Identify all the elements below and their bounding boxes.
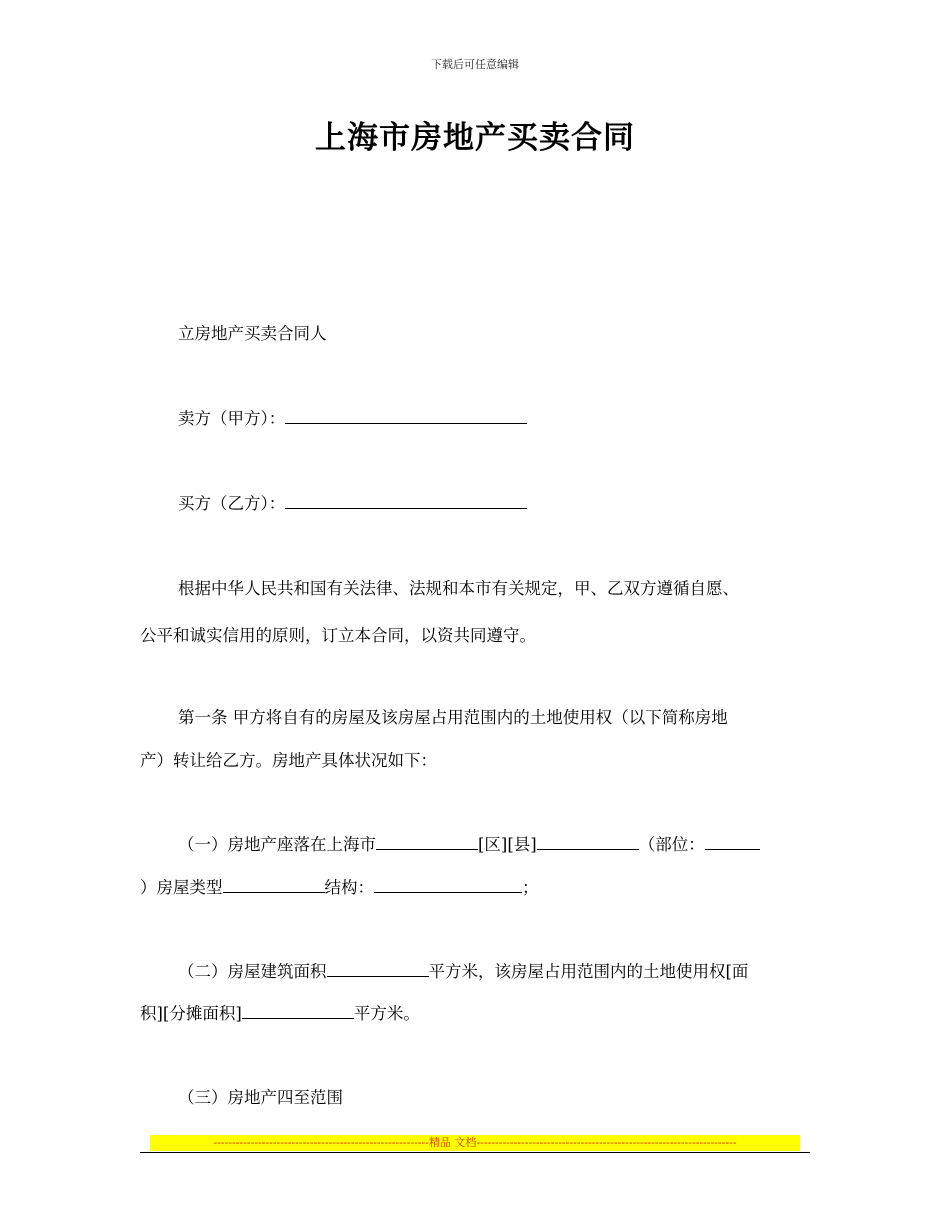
district-blank	[537, 831, 639, 850]
intro-line: 立房地产买卖合同人	[178, 324, 327, 343]
footer-rule	[140, 1152, 810, 1153]
seller-line	[178, 405, 527, 429]
footer-dashes-left: ----------------------------------------------------------	[213, 1136, 429, 1149]
article1-line1: 第一条 甲方将自有的房屋及该房屋占用范围内的土地使用权（以下简称房地	[178, 708, 728, 727]
house-type-blank	[223, 874, 325, 893]
land-use-text: 平方米，该房屋占用范围内的土地使用权[面	[428, 962, 749, 981]
page-header-note: 下载后可任意编辑	[431, 58, 519, 71]
footer-banner	[150, 1135, 800, 1151]
shared-area-label: 积][分摊面积]	[140, 1004, 242, 1023]
document-title: 上海市房地产买卖合同	[315, 120, 635, 156]
item1-line2	[140, 874, 539, 898]
seller-blank	[285, 405, 527, 424]
position-label: （部位：	[638, 835, 705, 854]
item1-line1	[178, 831, 760, 855]
para1-line2: 公平和诚实信用的原则，订立本合同，以资共同遵守。	[140, 626, 536, 645]
seller-label: 卖方（甲方）：	[178, 409, 286, 428]
article1-line2: 产）转让给乙方。房地产具体状况如下：	[140, 751, 437, 770]
item1-location-label: （一）房地产座落在上海市	[178, 835, 376, 854]
footer-dashes-right: ----------------------------------------------------------------------	[476, 1136, 737, 1149]
buyer-line	[178, 490, 527, 514]
buyer-blank	[285, 490, 527, 509]
district-label: [区][县]	[478, 835, 537, 854]
item3-line: （三）房地产四至范围	[178, 1088, 343, 1107]
structure-blank	[374, 874, 522, 893]
item2-line2	[140, 1000, 420, 1024]
building-area-blank	[327, 958, 429, 977]
house-type-label: ）房屋类型	[140, 878, 223, 897]
shared-area-blank	[242, 1000, 354, 1019]
sqm-unit: 平方米。	[353, 1004, 420, 1023]
building-area-label: （二）房屋建筑面积	[178, 962, 327, 981]
position-blank	[705, 831, 760, 850]
buyer-label: 买方（乙方）：	[178, 494, 286, 513]
item1-end: ；	[522, 878, 539, 897]
footer-label: 精品 文档	[428, 1136, 477, 1149]
para1-line1: 根据中华人民共和国有关法律、法规和本市有关规定，甲、乙双方遵循自愿、	[178, 579, 739, 598]
item2-line1	[178, 958, 748, 982]
structure-label: 结构：	[324, 878, 374, 897]
city-blank	[376, 831, 478, 850]
